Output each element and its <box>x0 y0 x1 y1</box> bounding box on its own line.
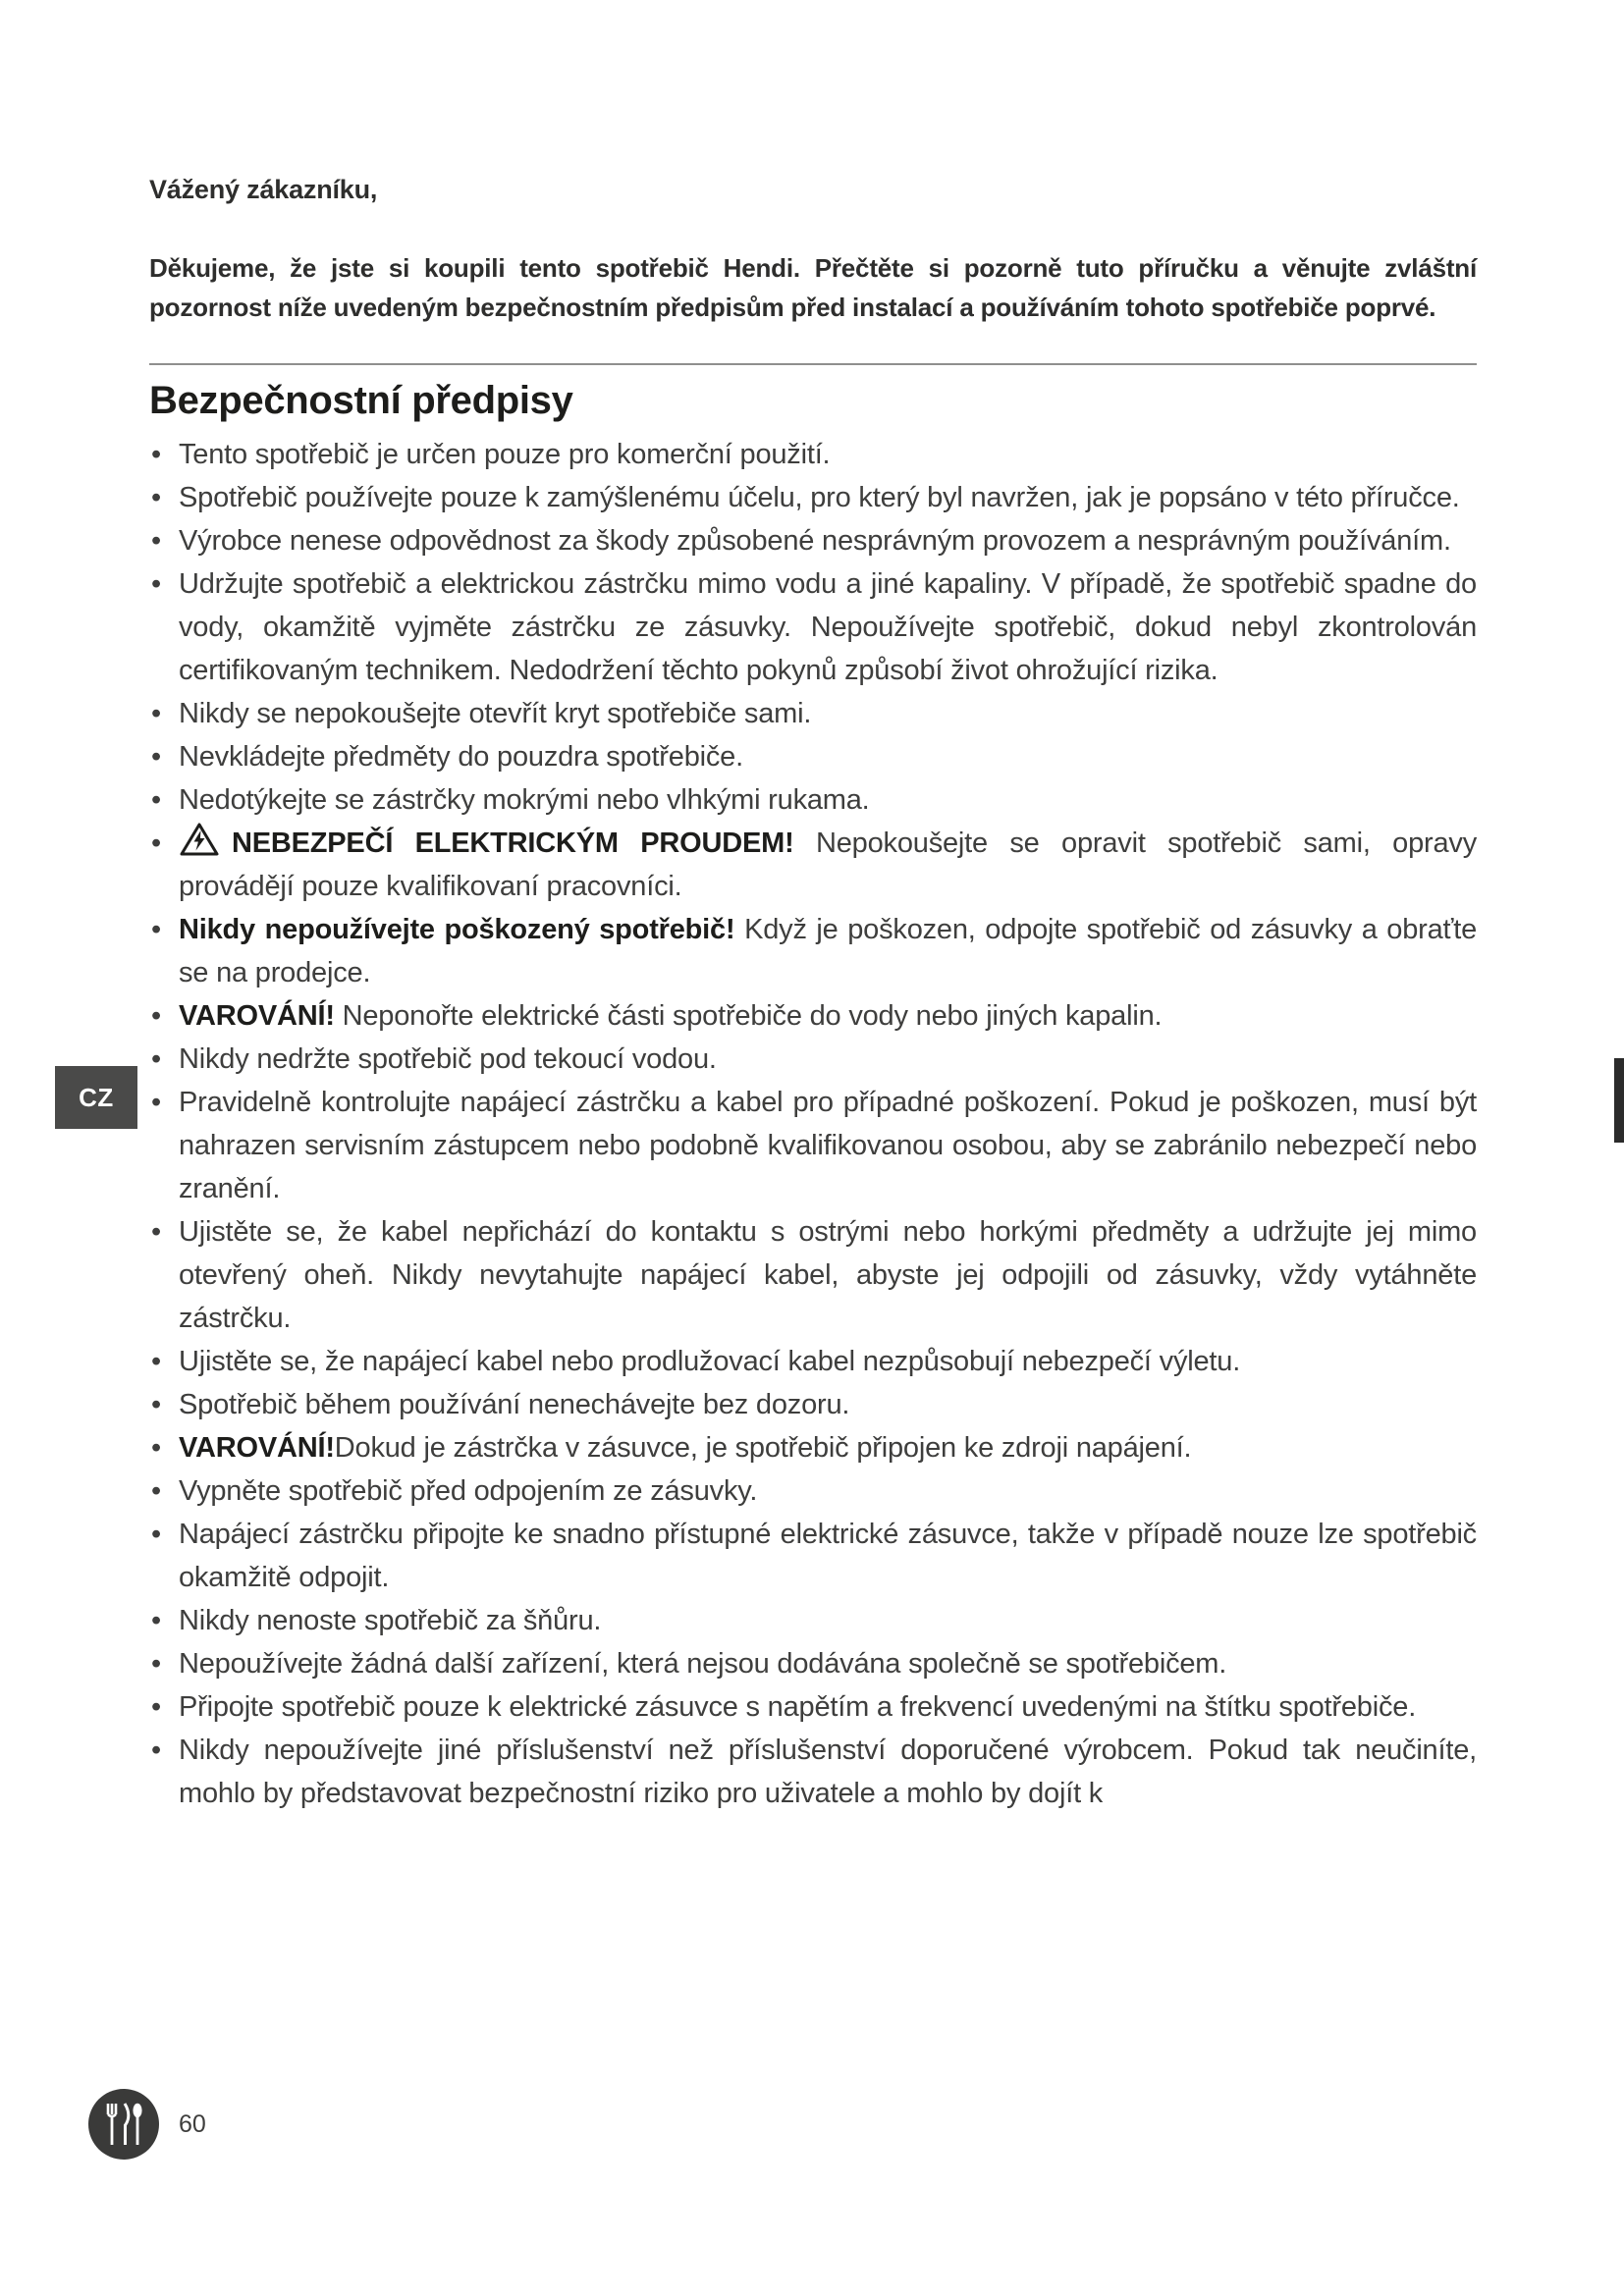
safety-bullet-item <box>149 822 1477 908</box>
bullet-text: Nikdy nepoužívejte jiné příslušenství než příslušenství doporučené výrobcem. Pokud tak neučiníte, mohlo by představovat bezpečnostní riziko pro uživatele a mohlo by dojít k <box>179 1734 1477 1809</box>
safety-bullet-item <box>149 1340 1477 1383</box>
bullet-text: Spotřebič používejte pouze k zamýšlenému účelu, pro který byl navržen, jak je popsáno v této příručce. <box>179 481 1460 513</box>
safety-bullet-item <box>149 1210 1477 1340</box>
bullet-bold-text: VAROVÁNÍ! <box>179 1431 335 1464</box>
safety-bullet-list <box>149 433 1477 1815</box>
safety-bullet-item <box>149 476 1477 519</box>
bullet-text: Výrobce nenese odpovědnost za škody způsobené nesprávným provozem a nesprávným používáním. <box>179 524 1451 557</box>
greeting: Vážený zákazníku, <box>149 175 378 204</box>
bullet-text: Připojte spotřebič pouze k elektrické zásuvce s napětím a frekvencí uvedenými na štítku spotřebiče. <box>179 1690 1417 1723</box>
bullet-text: Nikdy nedržte spotřebič pod tekoucí vodou. <box>179 1042 717 1075</box>
bullet-text: Napájecí zástrčku připojte ke snadno přístupné elektrické zásuvce, takže v případě nouze lze spotřebič okamžitě odpojit. <box>179 1518 1477 1593</box>
bullet-text: Nevkládejte předměty do pouzdra spotřebiče. <box>179 740 743 773</box>
page-number: 60 <box>179 2110 206 2138</box>
safety-bullet-item <box>149 908 1477 994</box>
language-tab-cz: CZ <box>55 1066 137 1129</box>
bullet-text: Tento spotřebič je určen pouze pro komerční použití. <box>179 438 831 470</box>
bullet-text: Spotřebič během používání nenechávejte bez dozoru. <box>179 1388 850 1420</box>
hendi-logo <box>86 2087 161 2162</box>
safety-bullet-item <box>149 994 1477 1038</box>
right-edge-print-mark <box>1614 1058 1624 1143</box>
bullet-bold-text: NEBEZPEČÍ ELEKTRICKÝM PROUDEM! <box>232 827 794 859</box>
safety-bullet-item <box>149 519 1477 562</box>
section-title: Bezpečnostní předpisy <box>149 378 573 422</box>
bullet-text: Nikdy nenoste spotřebič za šňůru. <box>179 1604 602 1636</box>
bullet-text: Když je poškozen, odpojte spotřebič od zásuvky a obraťte se na prodejce. <box>179 913 1478 988</box>
bullet-text: Vypněte spotřebič před odpojením ze zásuvky. <box>179 1474 758 1507</box>
hendi-cutlery-logo-icon <box>86 2087 161 2162</box>
safety-bullet-item <box>149 735 1477 778</box>
safety-bullet-item <box>149 692 1477 735</box>
bullet-text: Dokud je zástrčka v zásuvce, je spotřebič připojen ke zdroji napájení. <box>334 1431 1192 1464</box>
bullet-text: Nepokoušejte se opravit spotřebič sami, opravy provádějí pouze kvalifikovaní pracovníci. <box>179 827 1477 902</box>
safety-bullet-item <box>149 562 1477 692</box>
bullet-text: Nikdy se nepokoušejte otevřít kryt spotřebiče sami. <box>179 697 812 729</box>
bullet-text: Nepoužívejte žádná další zařízení, která nejsou dodávána společně se spotřebičem. <box>179 1647 1227 1680</box>
bullet-bold-text: Nikdy nepoužívejte poškozený spotřebič! <box>179 913 735 945</box>
safety-bullet-item <box>149 1729 1477 1815</box>
page-content <box>149 175 1477 1815</box>
bullet-text: Ujistěte se, že kabel nepřichází do kontaktu s ostrými nebo horkými předměty a udržujte jej mimo otevřený oheň. Nikdy nevytahujte napájecí kabel, abyste jej odpojili od zásuvky, vždy vytáhněte zástrčku. <box>179 1215 1477 1334</box>
safety-bullet-item <box>149 1426 1477 1469</box>
section-divider <box>149 363 1477 365</box>
bullet-text: Pravidelně kontrolujte napájecí zástrčku a kabel pro případné poškození. Pokud je poškozen, musí být nahrazen servisním zástupcem nebo podobně kvalifikovanou osobou, aby se zabránilo nebezpečí nebo zranění. <box>179 1086 1477 1204</box>
safety-bullet-item <box>149 1513 1477 1599</box>
safety-bullet-item <box>149 1469 1477 1513</box>
safety-bullet-item <box>149 1383 1477 1426</box>
safety-bullet-item <box>149 1685 1477 1729</box>
bullet-text: Ujistěte se, že napájecí kabel nebo prodlužovací kabel nezpůsobují nebezpečí výletu. <box>179 1345 1241 1377</box>
safety-bullet-item <box>149 778 1477 822</box>
bullet-text: Udržujte spotřebič a elektrickou zástrčku mimo vodu a jiné kapaliny. V případě, že spotřebič spadne do vody, okamžitě vyjměte zástrčku ze zásuvky. Nepoužívejte spotřebič, dokud nebyl zkontrolován certifikovaným technikem. Nedodržení těchto pokynů způsobí život ohrožující rizika. <box>179 567 1477 686</box>
safety-bullet-item <box>149 1038 1477 1081</box>
electric-shock-warning-icon <box>179 822 220 857</box>
safety-bullet-item <box>149 1642 1477 1685</box>
intro-paragraph: Děkujeme, že jste si koupili tento spotřebič Hendi. Přečtěte si pozorně tuto příručku a věnujte zvláštní pozornost níže uvedeným bezpečnostním předpisům před instalací a používáním tohoto spotřebiče poprvé. <box>149 253 1477 323</box>
safety-bullet-item <box>149 1081 1477 1210</box>
bullet-bold-text: VAROVÁNÍ! <box>179 999 335 1032</box>
safety-bullet-item <box>149 1599 1477 1642</box>
safety-bullet-item <box>149 433 1477 476</box>
bullet-text: Neponořte elektrické části spotřebiče do vody nebo jiných kapalin. <box>334 999 1163 1032</box>
bullet-text: Nedotýkejte se zástrčky mokrými nebo vlhkými rukama. <box>179 783 870 816</box>
